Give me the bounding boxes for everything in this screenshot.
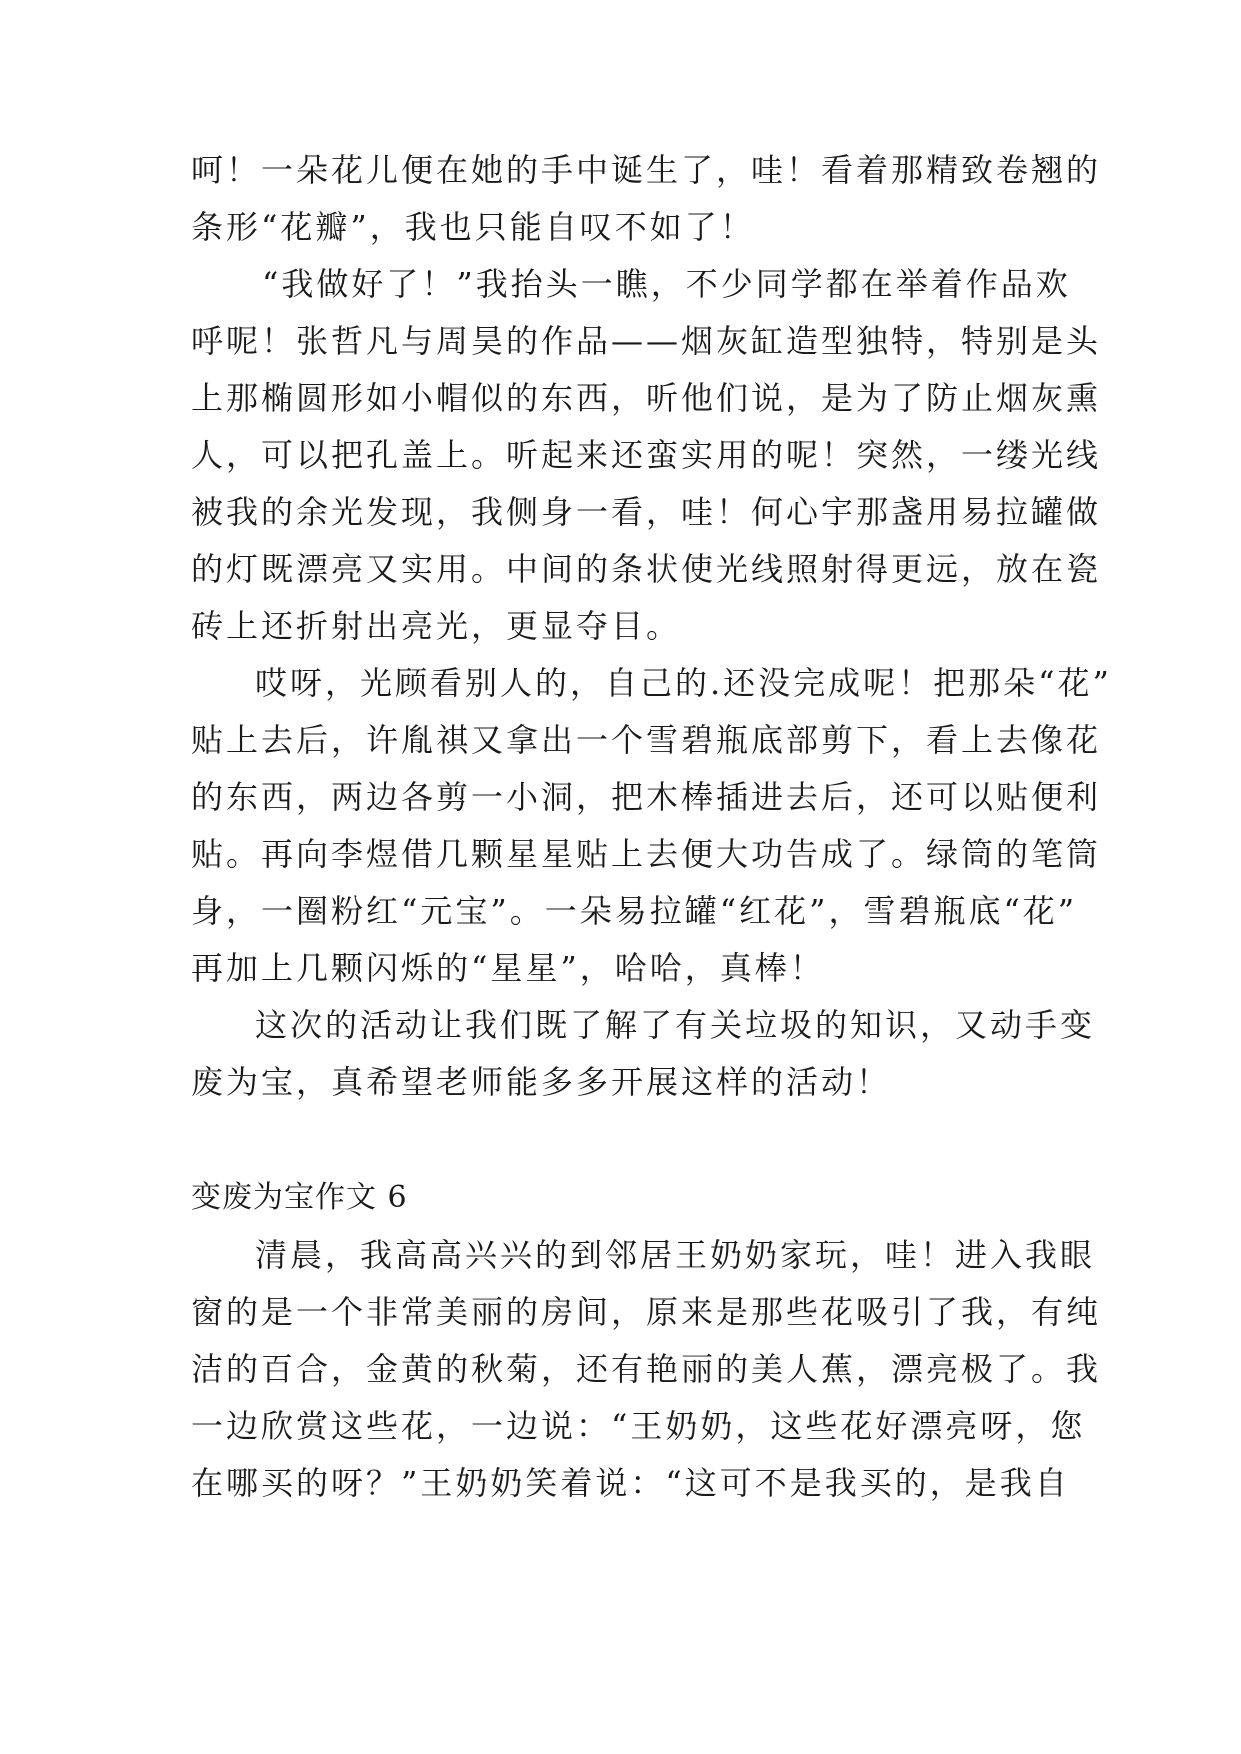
text-line: 洁的百合，金黄的秋菊，还有艳丽的美人蕉，漂亮极了。我	[191, 1350, 1102, 1388]
text-line: 哎呀，光顾看别人的，自己的.还没完成呢！把那朵“花”	[255, 664, 1112, 702]
text-line: 人，可以把孔盖上。听起来还蛮实用的呢！突然，一缕光线	[191, 436, 1102, 474]
text-line: 身，一圈粉红“元宝”。一朵易拉罐“红花”，雪碧瓶底“花”	[191, 892, 1078, 930]
text-line: 一边欣赏这些花，一边说：“王奶奶，这些花好漂亮呀，您	[191, 1407, 1086, 1445]
section-heading: 变废为宝作文 6	[191, 1180, 408, 1215]
text-line: “我做好了！”我抬头一瞧，不少同学都在举着作品欢	[262, 265, 1071, 303]
text-line: 被我的余光发现，我侧身一看，哇！何心宇那盏用易拉罐做	[191, 493, 1102, 531]
text-line: 上那椭圆形如小帽似的东西，听他们说，是为了防止烟灰熏	[191, 379, 1102, 417]
text-line: 的东西，两边各剪一小洞，把木棒插进去后，还可以贴便利	[191, 778, 1102, 816]
text-line: 窗的是一个非常美丽的房间，原来是那些花吸引了我，有纯	[191, 1293, 1102, 1331]
text-line: 呵！一朵花儿便在她的手中诞生了，哇！看着那精致卷翘的	[191, 151, 1102, 189]
text-line: 的灯既漂亮又实用。中间的条状使光线照射得更远，放在瓷	[191, 550, 1102, 588]
text-line: 条形“花瓣”，我也只能自叹不如了！	[191, 208, 755, 246]
text-line: 在哪买的呀？”王奶奶笑着说：“这可不是我买的，是我自	[191, 1464, 1070, 1502]
text-line: 砖上还折射出亮光，更显夺目。	[191, 607, 682, 645]
text-line: 贴上去后，许胤祺又拿出一个雪碧瓶底部剪下，看上去像花	[191, 721, 1102, 759]
text-line: 这次的活动让我们既了解了有关垃圾的知识，又动手变	[255, 1006, 1096, 1044]
text-line: 贴。再向李煜借几颗星星贴上去便大功告成了。绿筒的笔筒	[191, 835, 1102, 873]
text-line: 呼呢！张哲凡与周昊的作品——烟灰缸造型独特，特别是头	[191, 322, 1102, 360]
text-line: 再加上几颗闪烁的“星星”，哈哈，真棒！	[191, 949, 825, 987]
text-line: 废为宝，真希望老师能多多开展这样的活动！	[191, 1063, 892, 1101]
text-line: 清晨，我高高兴兴的到邻居王奶奶家玩，哇！进入我眼	[255, 1236, 1096, 1274]
